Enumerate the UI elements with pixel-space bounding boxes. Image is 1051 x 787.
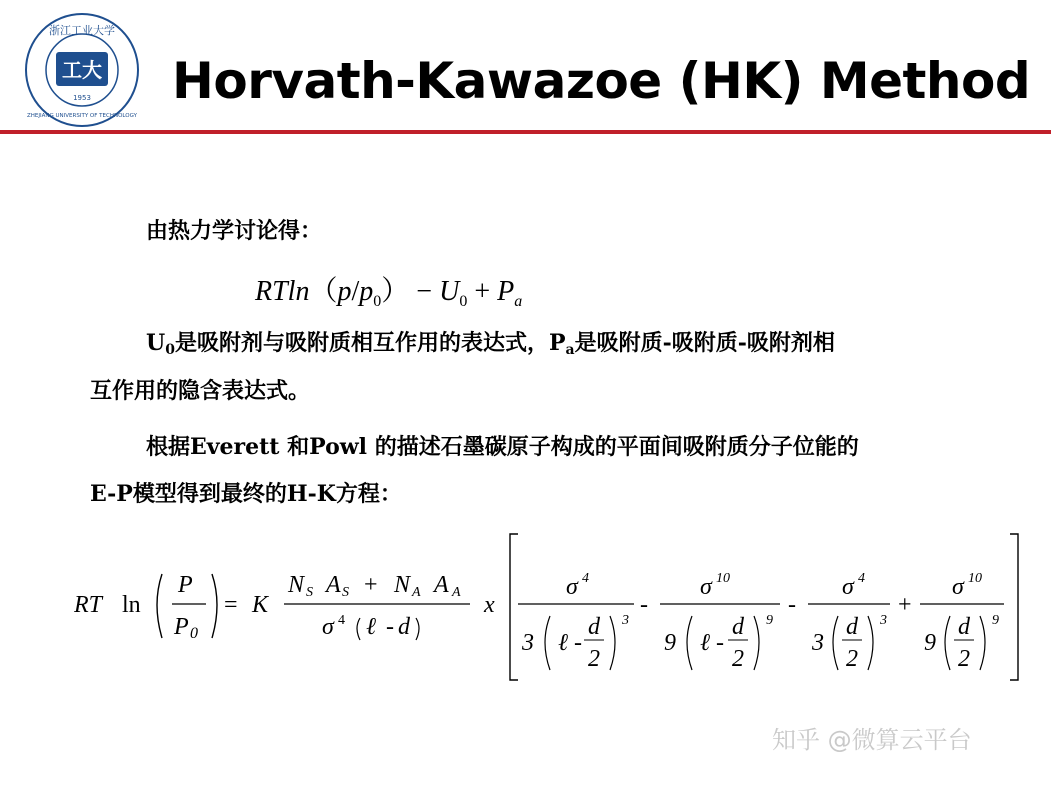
t2-coef: 9 [664, 630, 676, 656]
hk-eq: = [224, 592, 238, 618]
hk-den-sigma: σ [322, 614, 334, 640]
para1-line2: 互作用的隐含表达式。 [90, 378, 311, 404]
eq1-open: （ [309, 276, 338, 307]
t1-coef: 3 [522, 630, 534, 656]
eq1-pa: P [497, 276, 515, 307]
eq1-plus: + [474, 276, 491, 307]
t2-ell: ℓ [700, 630, 710, 656]
eq1-slash: / [351, 276, 360, 307]
hk-p0: P [174, 614, 189, 640]
eq1-u-sub: 0 [459, 293, 468, 310]
eq1-p: p [337, 276, 352, 307]
t4-pow: 9 [992, 613, 999, 628]
para2-line1: 根据Everett 和Powl 的描述石墨碳原子构成的平面间吸附质分子位能的 [146, 434, 859, 460]
para1-pa: P [548, 330, 566, 356]
t1-two: 2 [588, 646, 600, 672]
eq1-u: U [439, 276, 460, 307]
t1-d: d [588, 614, 600, 640]
thermo-equation [255, 278, 522, 310]
para1-u0: U [146, 330, 166, 356]
t1-exp: 4 [582, 571, 589, 586]
t3-two: 2 [846, 646, 858, 672]
hk-ns-sub: S [306, 585, 313, 600]
para1-end: 是吸附质-吸附质-吸附剂相 [574, 330, 835, 356]
para1-pa-sub: a [565, 342, 575, 358]
hk-na: N [394, 572, 411, 598]
t3-pow: 3 [880, 613, 887, 628]
t3-exp: 4 [858, 571, 865, 586]
hk-p: P [178, 572, 193, 598]
t2-exp: 10 [716, 571, 730, 586]
t4-coef: 9 [924, 630, 936, 656]
logo-en-name: ZHEJIANG UNIVERSITY OF TECHNOLOGY [27, 113, 137, 119]
t4-exp: 10 [968, 571, 982, 586]
t2-pow: 9 [766, 613, 773, 628]
hk-plus: + [364, 572, 378, 598]
op3: + [898, 592, 912, 618]
t2-dash: - [716, 630, 724, 656]
hk-ln: ln [122, 592, 141, 618]
hk-aa-sub: A [452, 585, 461, 600]
para1-line1 [146, 332, 835, 357]
hk-ns: N [288, 572, 305, 598]
hk-den-ell: ℓ [366, 614, 376, 640]
para2-line2: E-P模型得到最终的H-K方程： [90, 481, 402, 507]
logo-year: 1953 [73, 94, 91, 102]
t1-ell: ℓ [558, 630, 568, 656]
intro-text: 由热力学讨论得： [146, 218, 323, 244]
t3-coef: 3 [812, 630, 824, 656]
t2-two: 2 [732, 646, 744, 672]
op2: - [788, 592, 796, 618]
eq1-p0: p [359, 276, 374, 307]
t4-sigma: σ [952, 574, 964, 600]
t3-d: d [846, 614, 858, 640]
eq1-minus: − [416, 276, 433, 307]
eq1-pa-sub: a [514, 293, 523, 310]
eq1-close: ） [381, 276, 410, 307]
t3-sigma: σ [842, 574, 854, 600]
t2-d: d [732, 614, 744, 640]
hk-den-exp4: 4 [338, 613, 345, 628]
university-logo [24, 12, 140, 128]
hk-aa: A [434, 572, 449, 598]
hk-na-sub: A [412, 585, 421, 600]
hk-times: x [484, 592, 495, 618]
hk-as-sub: S [342, 585, 349, 600]
t1-pow: 3 [622, 613, 629, 628]
op1: - [640, 592, 648, 618]
t1-sigma: σ [566, 574, 578, 600]
hk-rt: RT [74, 592, 103, 618]
watermark: 知乎 @微算云平台 [772, 726, 972, 754]
para1-mid: 是吸附剂与吸附质相互作用的表达式， [174, 330, 549, 356]
eq1-p0-sub: 0 [373, 293, 382, 310]
hk-as: A [326, 572, 341, 598]
slide-title: Horvath-Kawazoe (HK) Method [172, 52, 1031, 110]
eq1-rtln: RTln [255, 276, 310, 307]
logo-monogram: 工大 [62, 58, 102, 82]
t1-dash: - [574, 630, 582, 656]
t4-two: 2 [958, 646, 970, 672]
t4-d: d [958, 614, 970, 640]
hk-equation [74, 528, 1032, 688]
t2-sigma: σ [700, 574, 712, 600]
hk-k: K [252, 592, 269, 618]
title-divider [0, 130, 1051, 134]
hk-den-dash: - [386, 614, 394, 640]
hk-den-d: d [398, 614, 410, 640]
hk-p0-sub: 0 [190, 625, 198, 642]
logo-cn-name: 浙江工业大学 [49, 24, 115, 37]
para1-u0-sub: 0 [165, 342, 175, 358]
